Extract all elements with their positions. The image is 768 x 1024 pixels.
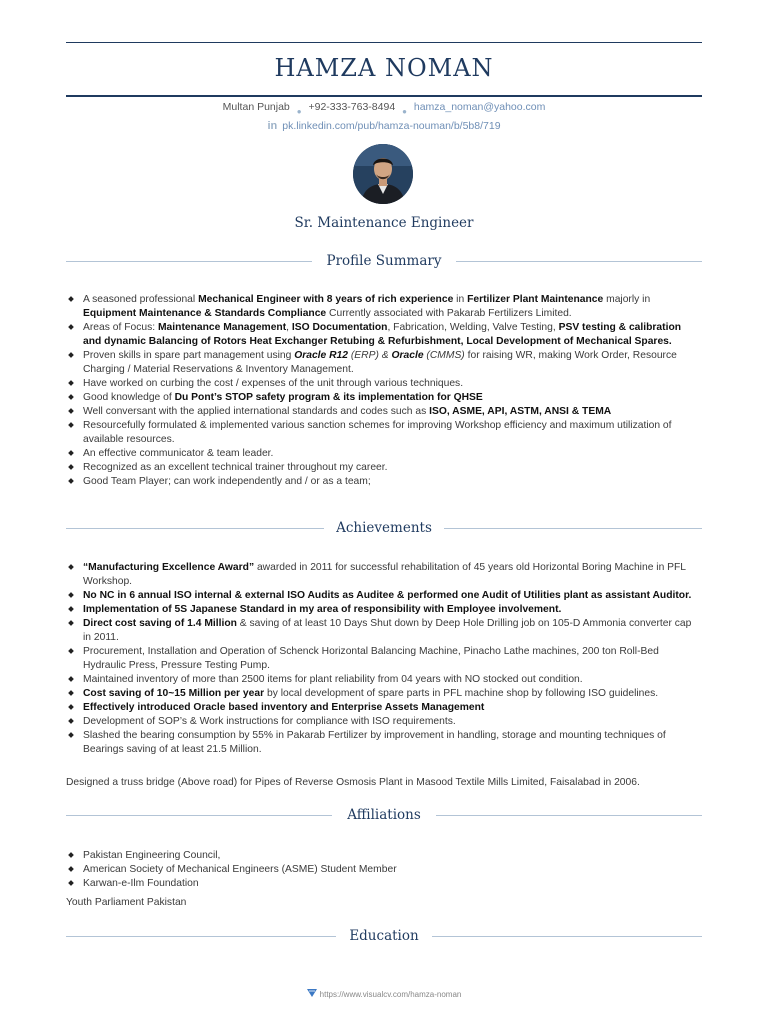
list-item: Effectively introduced Oracle based inventory and Enterprise Assets Management [66,701,702,715]
list-item: Maintained inventory of more than 2500 items for plant reliability from 04 years with NO stocked out condition. [66,673,702,687]
contact-line [66,100,702,115]
list-item: Good Team Player; can work independently and / or as a team; [66,475,702,489]
list-item: No NC in 6 annual ISO internal & external ISO Audits as Auditee & performed one Audit of Utilities plant as assistant Auditor. [66,589,702,603]
list-item: Development of SOP’s & Work instructions for compliance with ISO requirements. [66,715,702,729]
list-item: Pakistan Engineering Council, [66,849,702,863]
heading-rule-right [444,528,702,529]
profile-photo [353,144,413,204]
affiliation-note: Youth Parliament Pakistan [66,897,187,908]
separator-dot-icon: ● [402,107,407,116]
achievements-list [66,561,702,757]
list-item: Resourcefully formulated & implemented various sanction schemes for improving Workshop efficiency and maximum utilization of available resources. [66,419,702,447]
education-heading [66,926,702,946]
visualcv-logo-icon [307,989,317,1001]
profile-photo-image [353,144,413,204]
achievements-heading [66,518,702,538]
job-title: Sr. Maintenance Engineer [294,215,474,231]
list-item: Well conversant with the applied international standards and codes such as ISO, ASME, API, ASTM, ANSI & TEMA [66,405,702,419]
achievement-note: Designed a truss bridge (Above road) for Pipes of Reverse Osmosis Plant in Masood Textile Mills Limited, Faisalabad in 2006. [66,777,640,788]
footer [66,989,702,1001]
heading-rule-right [436,815,702,816]
affiliations-heading [66,805,702,825]
footer-url-link[interactable]: https://www.visualcv.com/hamza-noman [319,990,462,1000]
list-item: Cost saving of 10~15 Million per year by local development of spare parts in PFL machine shop by following ISO guidelines. [66,687,702,701]
list-item: “Manufacturing Excellence Award” awarded in 2011 for successful rehabilitation of 45 years old Horizontal Boring Machine in PFL Workshop. [66,561,702,589]
heading-rule-right [432,936,702,937]
list-item: Direct cost saving of 1.4 Million & saving of at least 10 Days Shut down by Deep Hole Drilling job on 105-D Ammonia converter cap in 2011. [66,617,702,645]
list-item: Implementation of 5S Japanese Standard in my area of responsibility with Employee involvement. [66,603,702,617]
education-title: Education [349,928,419,944]
candidate-name: HAMZA NOMAN [274,54,494,82]
header-top-rule [66,42,702,43]
profile-summary-heading [66,251,702,271]
profile-summary-list [66,293,702,489]
achievements-title: Achievements [336,520,432,536]
list-item: Slashed the bearing consumption by 55% in Pakarab Fertilizer by improvement in handling, storage and mounting techniques of Bearings saving of at least 21.5 Million. [66,729,702,757]
affiliations-title: Affiliations [347,807,421,823]
list-item: Recognized as an excellent technical trainer throughout my career. [66,461,702,475]
email-link[interactable]: hamza_noman@yahoo.com [413,101,546,113]
list-item: Areas of Focus: Maintenance Management, ISO Documentation, Fabrication, Welding, Valve Testing, PSV testing & calibration and dynamic Balancing of Rotors Heat Exchanger Retubing & Refurbishment, Local Development of Mechanical Spares. [66,321,702,349]
heading-rule-right [456,261,702,262]
list-item: An effective communicator & team leader. [66,447,702,461]
list-item: Good knowledge of Du Pont’s STOP safety program & its implementation for QHSE [66,391,702,405]
separator-dot-icon: ● [296,107,302,116]
profile-summary-title: Profile Summary [326,253,442,269]
list-item: American Society of Mechanical Engineers (ASME) Student Member [66,863,702,877]
linkedin-line [66,119,702,133]
list-item: Proven skills in spare part management using Oracle R12 (ERP) & Oracle (CMMS) for raising WR, making Work Order, Resource Charging / Material Reservations & Inventory Management. [66,349,702,377]
header-bottom-rule [66,95,702,97]
linkedin-link[interactable]: pk.linkedin.com/pub/hamza-nouman/b/5b8/719 [282,120,501,132]
list-item: Karwan-e-Ilm Foundation [66,877,702,891]
location-text: Multan Punjab [222,101,290,113]
list-item: Procurement, Installation and Operation of Schenck Horizontal Balancing Machine, Pinacho Lathe machines, 200 ton Roll-Bed Hydraulic Press, Pressure Testing Pump. [66,645,702,673]
linkedin-icon: in [267,120,278,132]
list-item: Have worked on curbing the cost / expenses of the unit through various techniques. [66,377,702,391]
list-item: A seasoned professional Mechanical Engineer with 8 years of rich experience in Fertilizer Plant Maintenance majorly in Equipment Maintenance & Standards Compliance Currently associated with Pakarab Fertilizers Limited. [66,293,702,321]
phone-text: +92-333-763-8494 [308,101,396,113]
affiliations-list [66,849,702,891]
